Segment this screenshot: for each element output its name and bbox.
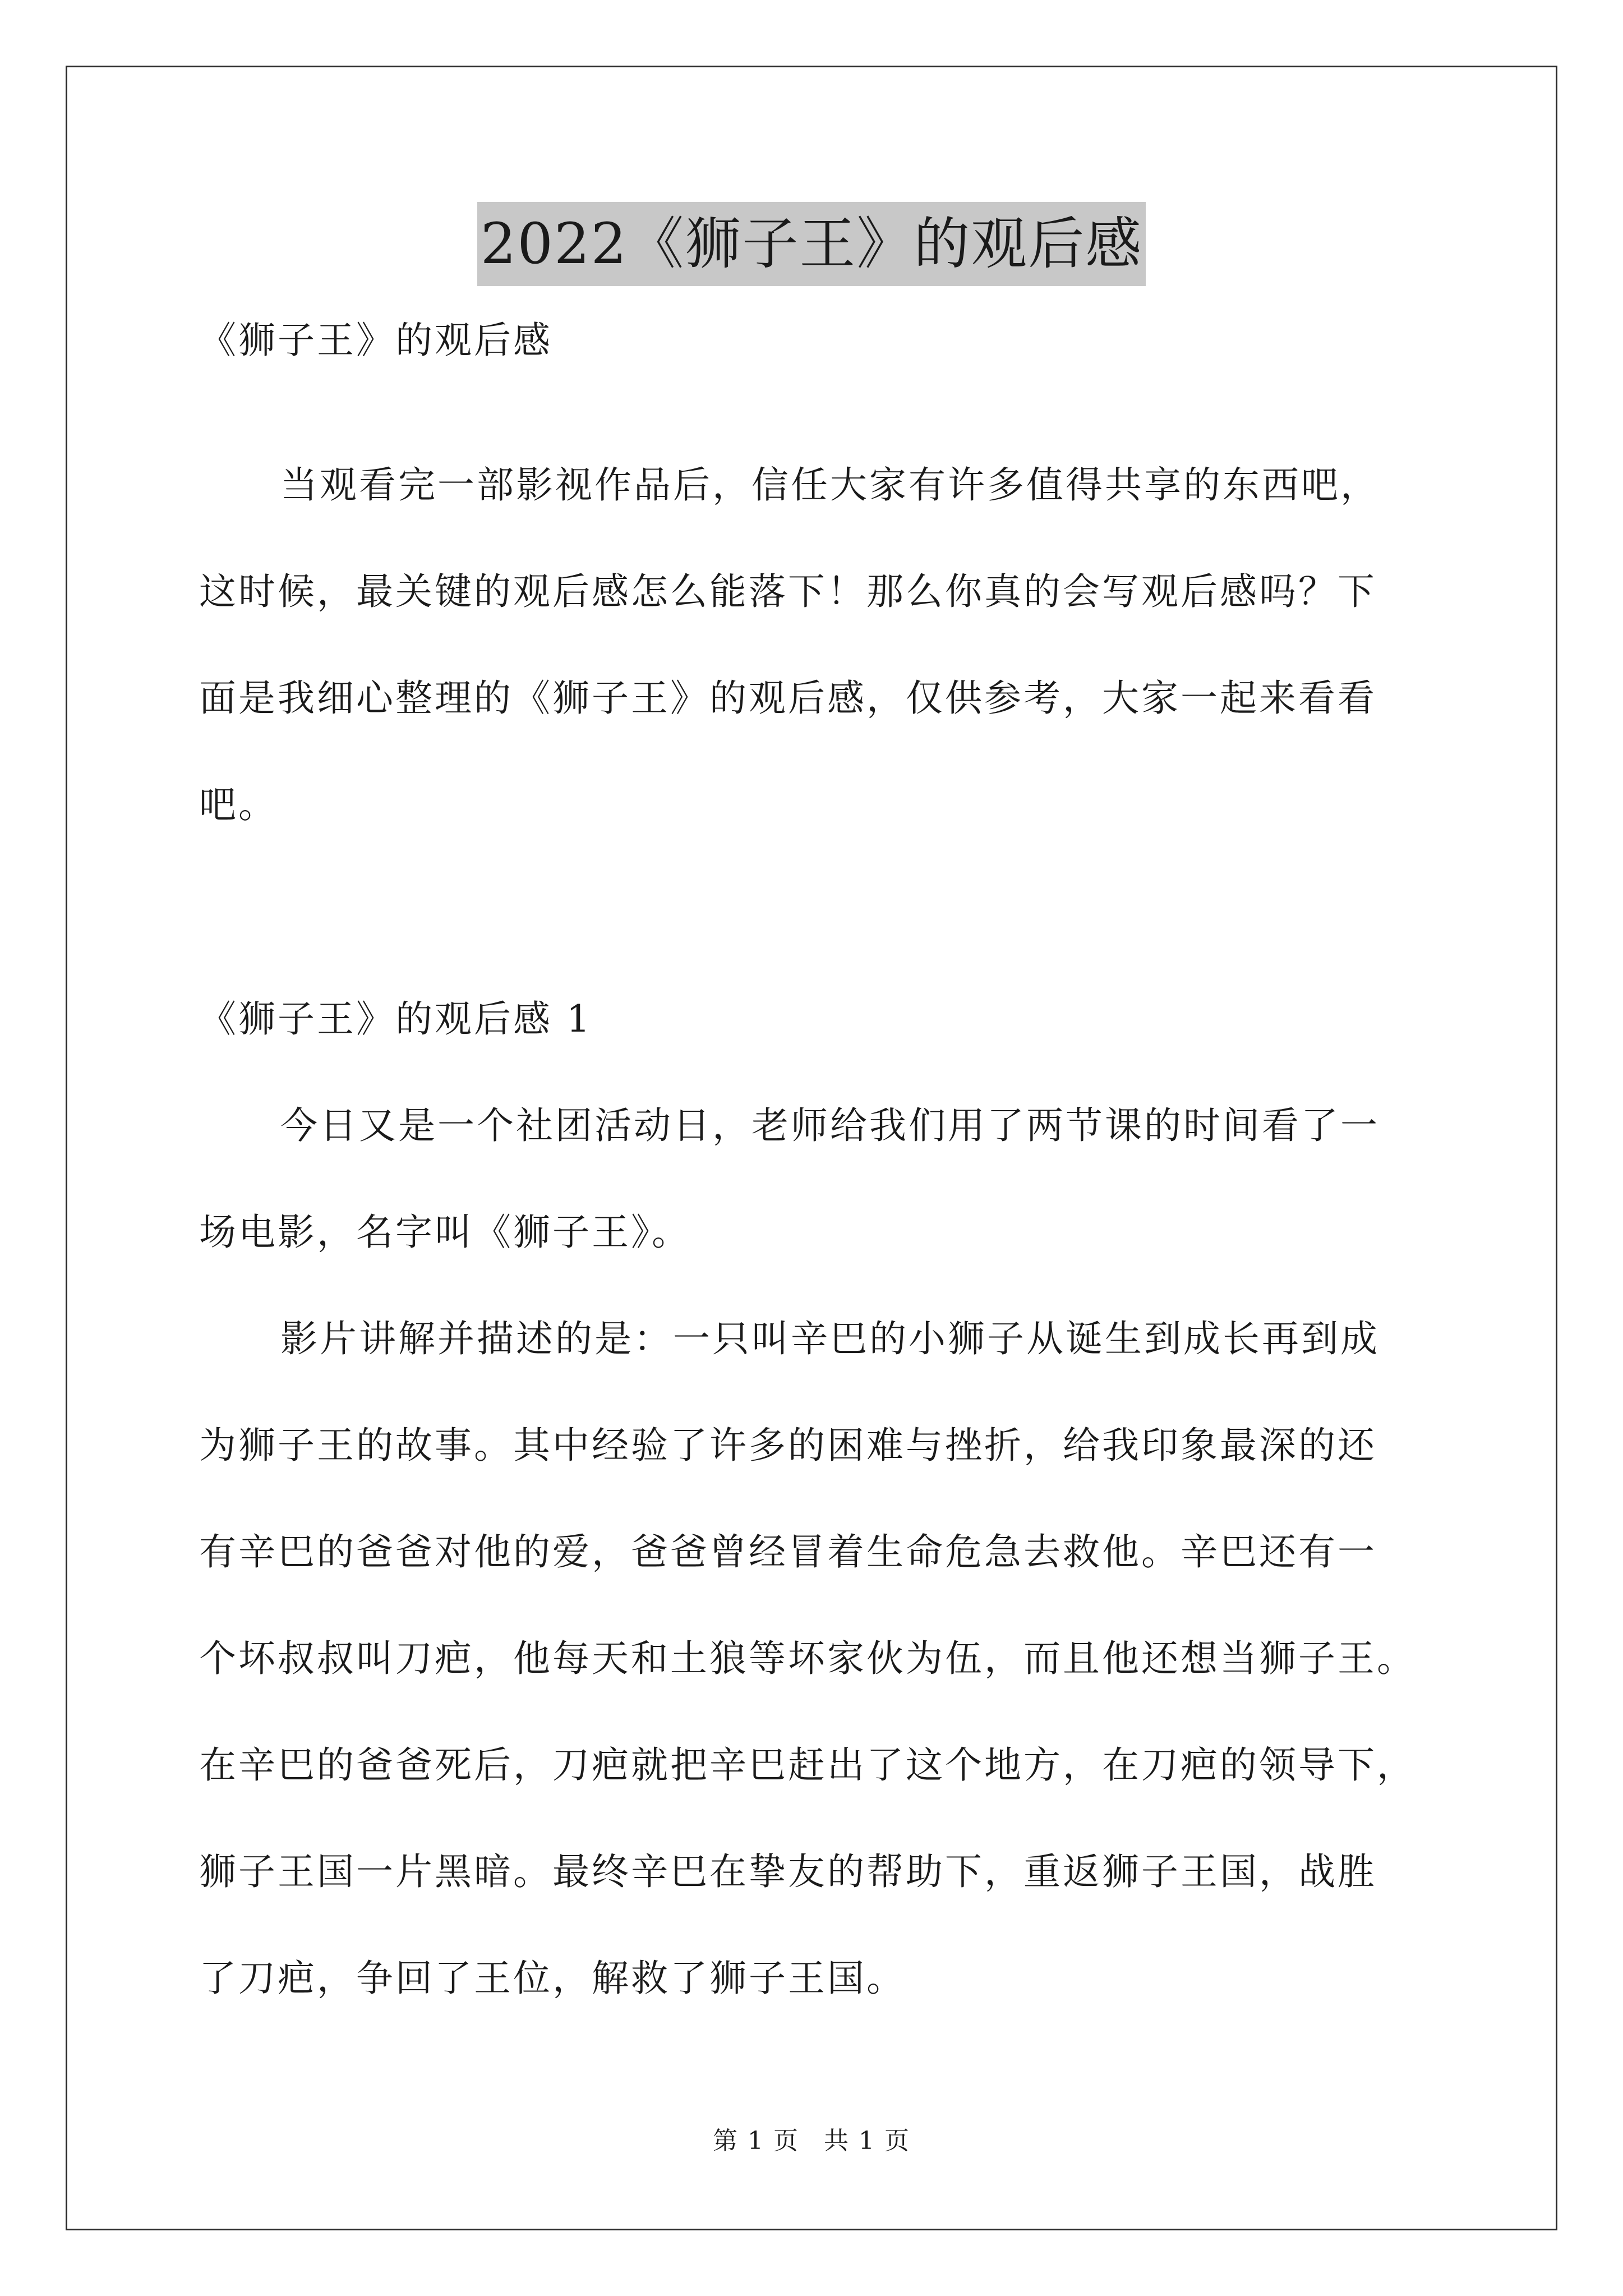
para1-line-2: 场电影，名字叫《狮子王》。 (199, 1211, 691, 1254)
page-number-total: 共 1 页 (824, 2127, 910, 2155)
para2-line-1: 影片讲解并描述的是：一只叫辛巴的小狮子从诞生到成长再到成 (280, 1317, 1380, 1360)
para2-line-5: 在辛巴的爸爸死后，刀疤就把辛巴赶出了这个地方，在刀疤的领导下， (199, 1743, 1416, 1787)
para1-line-1: 今日又是一个社团活动日，老师给我们用了两节课的时间看了一 (280, 1104, 1380, 1147)
para2-line-4: 个坏叔叔叫刀疤，他每天和土狼等坏家伙为伍，而且他还想当狮子王。 (199, 1637, 1416, 1680)
para2-line-6: 狮子王国一片黑暗。最终辛巴在挚友的帮助下，重返狮子王国，战胜 (199, 1850, 1377, 1893)
para2-line-7: 了刀疤，争回了王位，解救了狮子王国。 (199, 1957, 906, 2000)
intro-line-3: 面是我细心整理的《狮子王》的观后感，仅供参考，大家一起来看看 (199, 677, 1377, 720)
title-container (0, 202, 1623, 286)
intro-heading: 《狮子王》的观后感 (199, 319, 552, 362)
page-number-current: 第 1 页 (713, 2127, 799, 2155)
page-footer (0, 2120, 1623, 2156)
para2-line-3: 有辛巴的爸爸对他的爱，爸爸曾经冒着生命危急去救他。辛巴还有一 (199, 1530, 1377, 1573)
intro-line-4: 吧。 (199, 783, 278, 826)
section1-heading: 《狮子王》的观后感 1 (199, 997, 592, 1041)
intro-line-1: 当观看完一部影视作品后，信任大家有许多值得共享的东西吧， (280, 463, 1380, 507)
document-title: 2022《狮子王》的观后感 (477, 202, 1146, 286)
para2-line-2: 为狮子王的故事。其中经验了许多的困难与挫折，给我印象最深的还 (199, 1424, 1377, 1467)
intro-line-2: 这时候，最关键的观后感怎么能落下！那么你真的会写观后感吗？下 (199, 570, 1377, 613)
